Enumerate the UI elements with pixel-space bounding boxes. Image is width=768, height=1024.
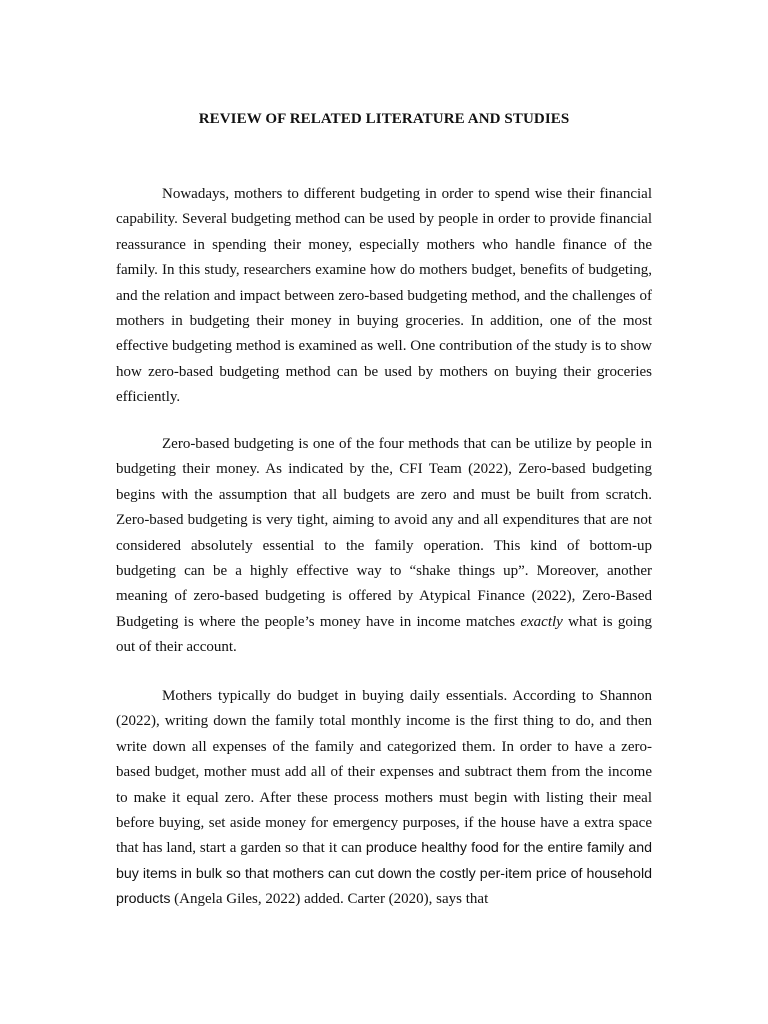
paragraph-2-text: Zero-based budgeting is one of the four methods that can be utilize by people in budgeting their money. As indicated by the, CFI Team (2022), Zero-based budgeting begins with the assumption that all budgets are zero and must be built from scratch. Zero-based budgeting is very tight, aiming to avoid any and all expenditures that are not considered absolutely essential to the family operation. This kind of bottom-up budgeting can be a highly effective way to “shake things up”. Moreover, another meaning of zero-based budgeting is offered by Atypical Finance (2022), Zero-Based Budgeting is where the people’s money have in income matches	[116, 436, 652, 630]
paragraph-intro: Nowadays, mothers to different budgeting in order to spend wise their financial capability. Several budgeting method can be used by people in order to provide financial reassurance in spending their money, especially mothers who handle finance of the family. In this study, researchers examine how do mothers budget, benefits of budgeting, and the relation and impact between zero-based budgeting method, and the challenges of mothers in budgeting their money in buying groceries. In addition, one of the most effective budgeting method is examined as well. One contribution of the study is to show how zero-based budgeting method can be used by mothers on buying their groceries efficiently.	[116, 186, 652, 406]
paragraph-mothers-budget	[116, 684, 652, 913]
paragraph-zero-based-budgeting	[116, 432, 652, 661]
paragraph-3-quoted-run: produce healthy food for the entire family and buy items in bulk so that mothers can cut down the costly per-item price of household products	[116, 840, 652, 908]
emphasis-word: exactly	[520, 613, 563, 630]
paragraph-3-tail: (Angela Giles, 2022) added. Carter (2020), says that	[170, 891, 489, 908]
paragraph-2-tail: what is going out of their account.	[116, 613, 652, 656]
paragraph-3-text: Mothers typically do budget in buying daily essentials. According to Shannon (2022), writing down the family total monthly income is the first thing to do, and then write down all expenses of the family and categorized them. In order to have a zero-based budget, mother must add all of their expenses and subtract them from the income to make it equal zero. After these process mothers must begin with listing their meal before buying, set aside money for emergency purposes, if the house have a extra space that has land, start a garden so that it can	[116, 688, 652, 857]
page-title: REVIEW OF RELATED LITERATURE AND STUDIES	[198, 111, 570, 127]
